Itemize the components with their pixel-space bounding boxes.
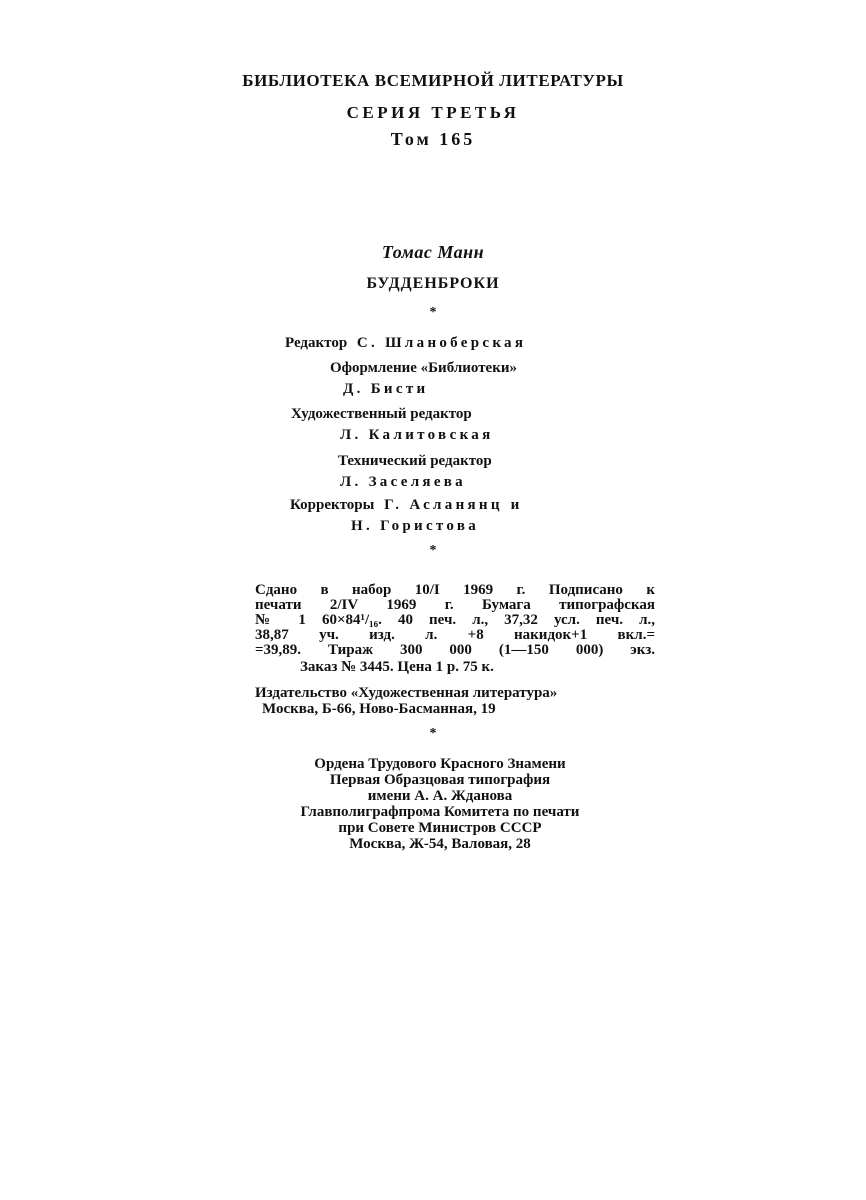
separator-star: * bbox=[429, 726, 437, 741]
separator-star: * bbox=[429, 543, 437, 558]
book-author: Томас Манн bbox=[381, 242, 485, 262]
imprint-block bbox=[255, 583, 655, 658]
printer-line: Москва, Ж-54, Валовая, 28 bbox=[349, 836, 531, 852]
design-name: Д. Бисти bbox=[343, 381, 429, 397]
design-role: Оформление «Библиотеки» bbox=[330, 360, 518, 376]
imprint-line: Сдано в набор 10/I 1969 г. Подписано к bbox=[255, 582, 655, 598]
book-title: БУДДЕНБРОКИ bbox=[366, 275, 500, 292]
tech-editor-role: Технический редактор bbox=[338, 453, 492, 469]
proofreaders-role: Корректоры bbox=[290, 497, 375, 513]
editor-credit bbox=[285, 336, 526, 351]
imprint-order-line: Заказ № 3445. Цена 1 р. 75 к. bbox=[300, 659, 494, 675]
printer-line: Первая Образцовая типография bbox=[329, 772, 551, 788]
volume-number: Том 165 bbox=[390, 129, 476, 149]
series-number: СЕРИЯ ТРЕТЬЯ bbox=[346, 103, 520, 122]
imprint-line: =39,89. Тираж 300 000 (1—150 000) экз. bbox=[255, 642, 655, 658]
printer-line: Ордена Трудового Красного Знамени bbox=[314, 756, 566, 772]
printer-line: Главполиграфпрома Комитета по печати bbox=[300, 804, 580, 820]
editor-name: С. Шланоберская bbox=[356, 335, 527, 351]
editor-role: Редактор bbox=[285, 335, 348, 351]
printer-line: при Совете Министров СССР bbox=[338, 820, 542, 836]
proofreader-1: Г. Асланянц bbox=[384, 497, 503, 513]
printer-block bbox=[0, 756, 866, 852]
proofreader-2: Н. Гористова bbox=[351, 518, 480, 534]
imprint-line: печати 2/IV 1969 г. Бумага типографская bbox=[255, 597, 655, 613]
printer-line: имени А. А. Жданова bbox=[367, 788, 513, 804]
publisher-address: Москва, Б-66, Ново-Басманная, 19 bbox=[262, 701, 496, 717]
separator-star: * bbox=[429, 305, 437, 320]
imprint-line: 38,87 уч. изд. л. +8 накидок+1 вкл.= bbox=[255, 627, 655, 643]
tech-editor-name: Л. Заселяева bbox=[340, 474, 466, 490]
imprint-line: № 1 60×84¹/₁₆. 40 печ. л., 37,32 усл. печ. л., bbox=[255, 612, 655, 628]
publisher-name: Издательство «Художественная литература» bbox=[255, 685, 558, 701]
series-name: БИБЛИОТЕКА ВСЕМИРНОЙ ЛИТЕРАТУРЫ bbox=[242, 71, 624, 90]
proofreaders-credit bbox=[290, 498, 519, 513]
art-editor-name: Л. Калитовская bbox=[340, 427, 494, 443]
art-editor-role: Художественный редактор bbox=[291, 406, 472, 422]
proofreaders-conj: и bbox=[510, 497, 520, 513]
